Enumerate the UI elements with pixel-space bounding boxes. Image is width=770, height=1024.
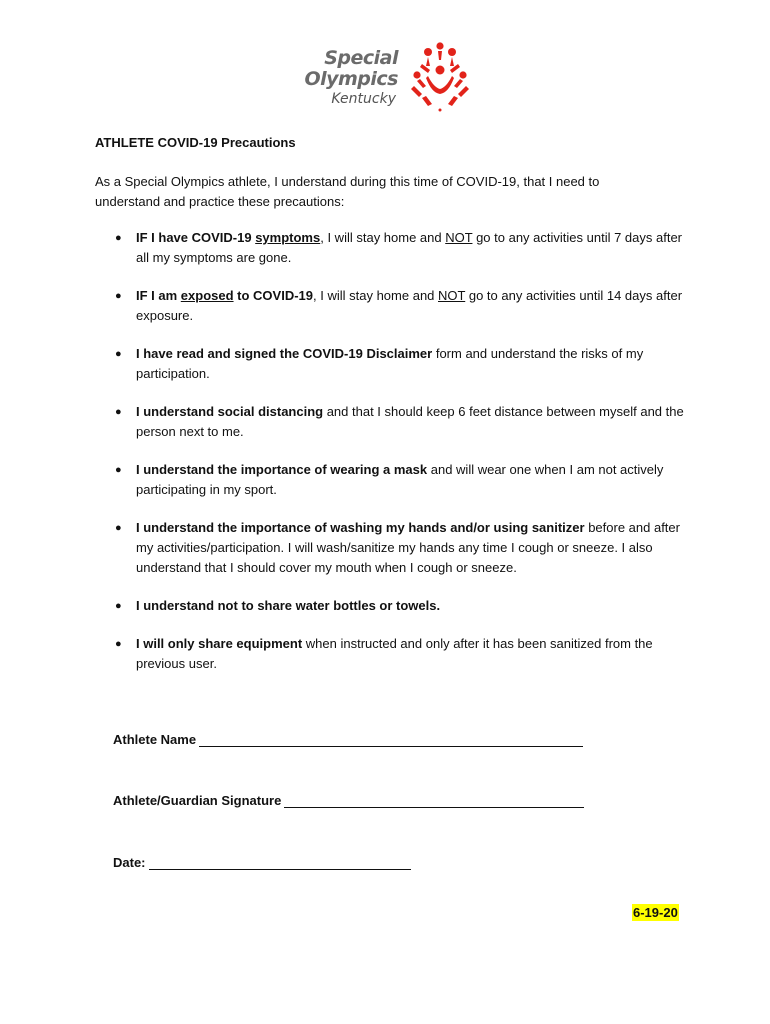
bullet-icon: ● bbox=[115, 406, 122, 418]
guardian-signature-label: Athlete/Guardian Signature bbox=[113, 793, 282, 808]
date-label: Date: bbox=[113, 855, 146, 870]
list-item: ● I will only share equipment when instructed and only after it has been sanitized from the previous user. bbox=[115, 636, 653, 671]
bullet-icon: ● bbox=[115, 600, 122, 612]
document-title: ATHLETE COVID-19 Precautions bbox=[95, 135, 296, 150]
logo-line-special: Special bbox=[324, 47, 398, 69]
special-olympics-figure-icon bbox=[408, 40, 472, 116]
special-olympics-kentucky-logo bbox=[290, 40, 490, 116]
bullet-icon: ● bbox=[115, 290, 122, 302]
bullet-icon: ● bbox=[115, 522, 122, 534]
logo-text bbox=[290, 48, 398, 108]
athlete-name-label: Athlete Name bbox=[113, 732, 197, 747]
date-row bbox=[113, 855, 411, 870]
list-item: ● I understand the importance of washing my hands and/or using sanitizer before and after my activities/participation. I will wash/sanitize my hands any time I cough or sneeze. I also understand that I should cover my mouth when I cough or sneeze. bbox=[115, 520, 680, 575]
bullet-icon: ● bbox=[115, 232, 122, 244]
list-item: ● I understand social distancing and that I should keep 6 feet distance between myself and the person next to me. bbox=[115, 404, 684, 439]
logo-line-olympics: Olympics bbox=[304, 68, 398, 90]
bullet-icon: ● bbox=[115, 638, 122, 650]
list-item: ● I understand the importance of wearing a mask and will wear one when I am not actively participating in my sport. bbox=[115, 462, 664, 497]
athlete-name-row bbox=[113, 732, 583, 747]
list-item: ● IF I am exposed to COVID-19, I will stay home and NOT go to any activities until 14 days after exposure. bbox=[115, 288, 683, 323]
bullet-icon: ● bbox=[115, 348, 122, 360]
version-date: 6-19-20 bbox=[633, 905, 678, 920]
intro-paragraph: As a Special Olympics athlete, I understand during this time of COVID-19, that I need to understand and practice these precautions: bbox=[95, 174, 600, 209]
guardian-signature-row bbox=[113, 793, 584, 808]
guardian-signature-field[interactable] bbox=[284, 793, 584, 808]
precautions-list bbox=[95, 228, 685, 692]
list-item: ● IF I have COVID-19 symptoms, I will stay home and NOT go to any activities until 7 days after all my symptoms are gone. bbox=[115, 230, 683, 265]
list-item: ● I have read and signed the COVID-19 Disclaimer form and understand the risks of my participation. bbox=[115, 346, 644, 381]
athlete-name-field[interactable] bbox=[199, 732, 583, 747]
date-field[interactable] bbox=[149, 855, 411, 870]
logo-line-kentucky: Kentucky bbox=[331, 91, 396, 107]
list-item: ● I understand not to share water bottles or towels. bbox=[95, 596, 685, 616]
bullet-icon: ● bbox=[115, 464, 122, 476]
